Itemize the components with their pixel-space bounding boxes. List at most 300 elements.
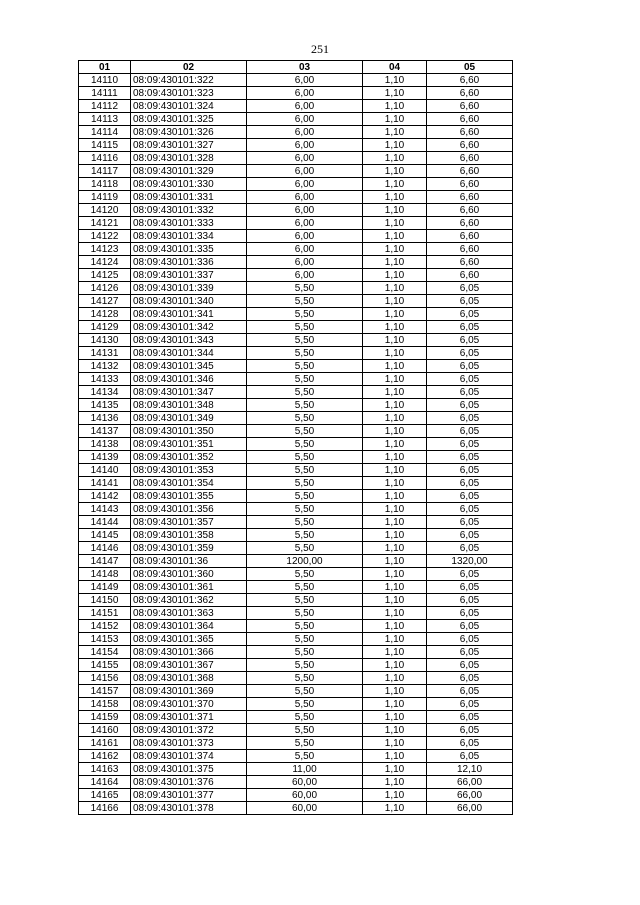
table-cell-01: 14144 [79, 516, 131, 529]
table-cell-02: 08:09:430101:332 [131, 204, 247, 217]
table-cell-02: 08:09:430101:323 [131, 87, 247, 100]
table-cell-05: 6,05 [427, 464, 513, 477]
table-cell-01: 14140 [79, 464, 131, 477]
table-cell-05: 6,05 [427, 620, 513, 633]
table-cell-03: 6,00 [247, 139, 363, 152]
table-cell-03: 5,50 [247, 360, 363, 373]
table-cell-01: 14142 [79, 490, 131, 503]
table-cell-02: 08:09:430101:329 [131, 165, 247, 178]
table-cell-03: 5,50 [247, 334, 363, 347]
table-cell-01: 14166 [79, 802, 131, 815]
table-cell-05: 6,60 [427, 243, 513, 256]
table-cell-01: 14126 [79, 282, 131, 295]
table-cell-05: 6,60 [427, 256, 513, 269]
table-cell-05: 6,05 [427, 646, 513, 659]
table-row [79, 789, 513, 802]
table-cell-05: 6,60 [427, 87, 513, 100]
table-cell-02: 08:09:430101:327 [131, 139, 247, 152]
table-cell-05: 6,60 [427, 165, 513, 178]
table-cell-03: 1200,00 [247, 555, 363, 568]
table-cell-05: 6,05 [427, 672, 513, 685]
table-cell-04: 1,10 [363, 529, 427, 542]
table-cell-01: 14121 [79, 217, 131, 230]
table-row [79, 503, 513, 516]
table-cell-02: 08:09:430101:345 [131, 360, 247, 373]
table-cell-02: 08:09:430101:364 [131, 620, 247, 633]
table-cell-04: 1,10 [363, 334, 427, 347]
table-cell-05: 6,60 [427, 100, 513, 113]
table-cell-04: 1,10 [363, 100, 427, 113]
table-row [79, 412, 513, 425]
table-cell-02: 08:09:430101:330 [131, 178, 247, 191]
table-cell-03: 6,00 [247, 113, 363, 126]
table-row [79, 464, 513, 477]
table-row [79, 386, 513, 399]
table-cell-03: 5,50 [247, 750, 363, 763]
table-cell-01: 14124 [79, 256, 131, 269]
table-cell-01: 14163 [79, 763, 131, 776]
table-cell-02: 08:09:430101:347 [131, 386, 247, 399]
table-row [79, 607, 513, 620]
table-cell-04: 1,10 [363, 295, 427, 308]
table-cell-01: 14136 [79, 412, 131, 425]
table-cell-02: 08:09:430101:374 [131, 750, 247, 763]
table-cell-04: 1,10 [363, 698, 427, 711]
table-cell-04: 1,10 [363, 737, 427, 750]
table-row [79, 581, 513, 594]
table-cell-02: 08:09:430101:326 [131, 126, 247, 139]
table-cell-05: 6,05 [427, 412, 513, 425]
table-cell-01: 14129 [79, 321, 131, 334]
table-cell-02: 08:09:430101:335 [131, 243, 247, 256]
table-cell-02: 08:09:430101:333 [131, 217, 247, 230]
table-cell-02: 08:09:430101:365 [131, 633, 247, 646]
table-row [79, 737, 513, 750]
table-cell-03: 6,00 [247, 191, 363, 204]
table-cell-03: 6,00 [247, 165, 363, 178]
table-cell-05: 12,10 [427, 763, 513, 776]
table-cell-05: 6,05 [427, 529, 513, 542]
table-cell-03: 6,00 [247, 243, 363, 256]
table-cell-03: 6,00 [247, 269, 363, 282]
table-cell-04: 1,10 [363, 750, 427, 763]
table-row [79, 763, 513, 776]
table-cell-02: 08:09:430101:339 [131, 282, 247, 295]
table-cell-02: 08:09:430101:331 [131, 191, 247, 204]
table-cell-05: 66,00 [427, 789, 513, 802]
table-cell-01: 14134 [79, 386, 131, 399]
table-cell-04: 1,10 [363, 607, 427, 620]
table-row [79, 191, 513, 204]
table-row [79, 295, 513, 308]
table-cell-04: 1,10 [363, 165, 427, 178]
table-cell-02: 08:09:430101:368 [131, 672, 247, 685]
table-cell-01: 14123 [79, 243, 131, 256]
table-cell-01: 14127 [79, 295, 131, 308]
header-row [79, 61, 513, 74]
table-cell-02: 08:09:430101:353 [131, 464, 247, 477]
table-cell-04: 1,10 [363, 321, 427, 334]
table-cell-03: 5,50 [247, 711, 363, 724]
table-cell-02: 08:09:430101:354 [131, 477, 247, 490]
table-cell-01: 14118 [79, 178, 131, 191]
table-row [79, 802, 513, 815]
table-cell-03: 5,50 [247, 620, 363, 633]
table-cell-04: 1,10 [363, 204, 427, 217]
table-cell-01: 14157 [79, 685, 131, 698]
table-cell-05: 6,05 [427, 724, 513, 737]
table-cell-02: 08:09:430101:350 [131, 425, 247, 438]
table-cell-05: 6,05 [427, 308, 513, 321]
table-cell-02: 08:09:430101:361 [131, 581, 247, 594]
table-cell-03: 5,50 [247, 659, 363, 672]
table-cell-05: 6,05 [427, 425, 513, 438]
column-header-03: 03 [247, 61, 363, 74]
table-row [79, 724, 513, 737]
table-cell-04: 1,10 [363, 438, 427, 451]
table-cell-01: 14112 [79, 100, 131, 113]
table-cell-04: 1,10 [363, 711, 427, 724]
table-cell-04: 1,10 [363, 217, 427, 230]
table-cell-03: 5,50 [247, 464, 363, 477]
table-cell-04: 1,10 [363, 477, 427, 490]
table-cell-05: 6,05 [427, 438, 513, 451]
table-cell-01: 14116 [79, 152, 131, 165]
table-cell-04: 1,10 [363, 113, 427, 126]
table-row [79, 347, 513, 360]
table-cell-03: 5,50 [247, 321, 363, 334]
table-cell-04: 1,10 [363, 425, 427, 438]
table-cell-04: 1,10 [363, 672, 427, 685]
table-cell-01: 14115 [79, 139, 131, 152]
table-row [79, 360, 513, 373]
table-cell-05: 6,05 [427, 295, 513, 308]
table-cell-04: 1,10 [363, 763, 427, 776]
table-cell-04: 1,10 [363, 269, 427, 282]
table-cell-05: 6,60 [427, 139, 513, 152]
table-cell-05: 6,60 [427, 126, 513, 139]
table-cell-01: 14133 [79, 373, 131, 386]
table-cell-01: 14155 [79, 659, 131, 672]
table-cell-03: 6,00 [247, 204, 363, 217]
table-cell-05: 6,60 [427, 217, 513, 230]
table-cell-01: 14145 [79, 529, 131, 542]
table-cell-02: 08:09:430101:341 [131, 308, 247, 321]
table-cell-01: 14135 [79, 399, 131, 412]
table-cell-03: 5,50 [247, 451, 363, 464]
table-row [79, 438, 513, 451]
table-cell-03: 5,50 [247, 698, 363, 711]
table-cell-01: 14154 [79, 646, 131, 659]
table-cell-05: 6,05 [427, 568, 513, 581]
table-cell-02: 08:09:430101:340 [131, 295, 247, 308]
table-cell-04: 1,10 [363, 74, 427, 87]
table-row [79, 685, 513, 698]
table-cell-05: 6,05 [427, 633, 513, 646]
table-cell-03: 60,00 [247, 789, 363, 802]
table-cell-02: 08:09:430101:371 [131, 711, 247, 724]
table-cell-02: 08:09:430101:324 [131, 100, 247, 113]
table-row [79, 269, 513, 282]
table-cell-03: 6,00 [247, 100, 363, 113]
table-cell-03: 60,00 [247, 776, 363, 789]
table-cell-03: 5,50 [247, 477, 363, 490]
table-cell-04: 1,10 [363, 87, 427, 100]
table-cell-03: 11,00 [247, 763, 363, 776]
table-cell-01: 14119 [79, 191, 131, 204]
table-cell-04: 1,10 [363, 620, 427, 633]
table-cell-03: 5,50 [247, 594, 363, 607]
table-cell-04: 1,10 [363, 373, 427, 386]
table-cell-01: 14141 [79, 477, 131, 490]
table-cell-04: 1,10 [363, 399, 427, 412]
table-cell-01: 14160 [79, 724, 131, 737]
table-cell-04: 1,10 [363, 360, 427, 373]
table-cell-03: 5,50 [247, 347, 363, 360]
table-cell-04: 1,10 [363, 308, 427, 321]
table-row [79, 321, 513, 334]
table-cell-05: 6,05 [427, 594, 513, 607]
page-number: 251 [311, 42, 329, 56]
table-cell-04: 1,10 [363, 464, 427, 477]
table-cell-03: 5,50 [247, 438, 363, 451]
table-cell-01: 14146 [79, 542, 131, 555]
table-cell-01: 14120 [79, 204, 131, 217]
table-cell-02: 08:09:430101:349 [131, 412, 247, 425]
table-cell-04: 1,10 [363, 724, 427, 737]
table-row [79, 776, 513, 789]
table-cell-01: 14143 [79, 503, 131, 516]
table-cell-05: 6,05 [427, 451, 513, 464]
table-cell-04: 1,10 [363, 386, 427, 399]
table-cell-04: 1,10 [363, 152, 427, 165]
table-cell-01: 14153 [79, 633, 131, 646]
table-row [79, 646, 513, 659]
table-cell-05: 6,60 [427, 191, 513, 204]
table-cell-03: 6,00 [247, 74, 363, 87]
table-cell-02: 08:09:430101:334 [131, 230, 247, 243]
table-cell-05: 6,05 [427, 490, 513, 503]
table-cell-05: 6,05 [427, 516, 513, 529]
table-cell-04: 1,10 [363, 685, 427, 698]
table-cell-05: 6,05 [427, 399, 513, 412]
table-cell-02: 08:09:430101:378 [131, 802, 247, 815]
table-cell-01: 14113 [79, 113, 131, 126]
table-row [79, 490, 513, 503]
table-cell-01: 14164 [79, 776, 131, 789]
table-cell-01: 14139 [79, 451, 131, 464]
table-cell-01: 14128 [79, 308, 131, 321]
table-cell-04: 1,10 [363, 243, 427, 256]
table-cell-01: 14130 [79, 334, 131, 347]
table-row [79, 74, 513, 87]
table-cell-05: 6,05 [427, 373, 513, 386]
table-row [79, 334, 513, 347]
table-cell-05: 66,00 [427, 802, 513, 815]
table-cell-05: 6,05 [427, 737, 513, 750]
table-cell-02: 08:09:430101:36 [131, 555, 247, 568]
table-cell-05: 6,60 [427, 178, 513, 191]
table-row [79, 711, 513, 724]
table-cell-02: 08:09:430101:366 [131, 646, 247, 659]
table-cell-05: 6,05 [427, 386, 513, 399]
table-cell-03: 5,50 [247, 516, 363, 529]
table-cell-05: 6,60 [427, 74, 513, 87]
table-cell-05: 6,05 [427, 360, 513, 373]
table-cell-01: 14150 [79, 594, 131, 607]
table-row [79, 152, 513, 165]
table-row [79, 529, 513, 542]
table-cell-05: 6,60 [427, 230, 513, 243]
table-row [79, 633, 513, 646]
table-row [79, 373, 513, 386]
table-cell-01: 14137 [79, 425, 131, 438]
table-cell-03: 5,50 [247, 633, 363, 646]
table-cell-04: 1,10 [363, 581, 427, 594]
table-cell-05: 6,60 [427, 204, 513, 217]
table-row [79, 178, 513, 191]
table-cell-03: 5,50 [247, 308, 363, 321]
table-cell-04: 1,10 [363, 191, 427, 204]
table-cell-05: 6,05 [427, 685, 513, 698]
table-cell-03: 5,50 [247, 737, 363, 750]
table-cell-04: 1,10 [363, 516, 427, 529]
table-body [79, 74, 513, 815]
table-row [79, 542, 513, 555]
column-header-01: 01 [79, 61, 131, 74]
table-cell-03: 5,50 [247, 399, 363, 412]
table-cell-03: 5,50 [247, 490, 363, 503]
table-cell-04: 1,10 [363, 139, 427, 152]
table-cell-04: 1,10 [363, 555, 427, 568]
table-cell-05: 6,05 [427, 282, 513, 295]
table-cell-01: 14152 [79, 620, 131, 633]
table-cell-01: 14156 [79, 672, 131, 685]
table-cell-05: 6,60 [427, 152, 513, 165]
table-cell-03: 5,50 [247, 581, 363, 594]
table-cell-02: 08:09:430101:346 [131, 373, 247, 386]
table-cell-02: 08:09:430101:360 [131, 568, 247, 581]
table-cell-05: 6,05 [427, 347, 513, 360]
table-cell-04: 1,10 [363, 256, 427, 269]
table-cell-02: 08:09:430101:348 [131, 399, 247, 412]
table-cell-02: 08:09:430101:325 [131, 113, 247, 126]
table-row [79, 204, 513, 217]
table-cell-04: 1,10 [363, 347, 427, 360]
table-cell-05: 6,05 [427, 477, 513, 490]
table-cell-03: 5,50 [247, 412, 363, 425]
table-row [79, 139, 513, 152]
table-cell-02: 08:09:430101:355 [131, 490, 247, 503]
table-cell-05: 6,05 [427, 503, 513, 516]
table-cell-02: 08:09:430101:362 [131, 594, 247, 607]
table-cell-02: 08:09:430101:376 [131, 776, 247, 789]
table-cell-04: 1,10 [363, 802, 427, 815]
table-cell-02: 08:09:430101:342 [131, 321, 247, 334]
table-row [79, 126, 513, 139]
table-row [79, 594, 513, 607]
table-cell-03: 5,50 [247, 529, 363, 542]
table-cell-03: 5,50 [247, 295, 363, 308]
table-cell-03: 60,00 [247, 802, 363, 815]
table-row [79, 555, 513, 568]
table-cell-02: 08:09:430101:375 [131, 763, 247, 776]
table-cell-05: 1320,00 [427, 555, 513, 568]
table-row [79, 568, 513, 581]
table-cell-02: 08:09:430101:372 [131, 724, 247, 737]
table-row [79, 230, 513, 243]
table-row [79, 620, 513, 633]
table-row [79, 308, 513, 321]
column-header-05: 05 [427, 61, 513, 74]
table-cell-02: 08:09:430101:322 [131, 74, 247, 87]
table-cell-03: 5,50 [247, 646, 363, 659]
column-header-02: 02 [131, 61, 247, 74]
table-row [79, 477, 513, 490]
table-cell-04: 1,10 [363, 178, 427, 191]
table-cell-04: 1,10 [363, 633, 427, 646]
table-cell-02: 08:09:430101:367 [131, 659, 247, 672]
table-row [79, 282, 513, 295]
table-cell-05: 6,05 [427, 698, 513, 711]
table-cell-04: 1,10 [363, 776, 427, 789]
table-cell-02: 08:09:430101:351 [131, 438, 247, 451]
table-cell-02: 08:09:430101:336 [131, 256, 247, 269]
table-cell-04: 1,10 [363, 451, 427, 464]
table-cell-01: 14122 [79, 230, 131, 243]
table-cell-03: 6,00 [247, 256, 363, 269]
table-cell-03: 5,50 [247, 282, 363, 295]
table-cell-02: 08:09:430101:363 [131, 607, 247, 620]
table-cell-04: 1,10 [363, 594, 427, 607]
table-cell-01: 14149 [79, 581, 131, 594]
table-cell-03: 5,50 [247, 568, 363, 581]
table-cell-05: 6,05 [427, 607, 513, 620]
table-cell-05: 6,60 [427, 113, 513, 126]
table-row [79, 659, 513, 672]
table-cell-01: 14138 [79, 438, 131, 451]
table-cell-01: 14162 [79, 750, 131, 763]
table-cell-01: 14111 [79, 87, 131, 100]
table-cell-02: 08:09:430101:369 [131, 685, 247, 698]
table-cell-03: 5,50 [247, 542, 363, 555]
table-cell-05: 6,05 [427, 750, 513, 763]
table-cell-04: 1,10 [363, 789, 427, 802]
table-cell-03: 5,50 [247, 425, 363, 438]
table-row [79, 165, 513, 178]
table-cell-03: 6,00 [247, 152, 363, 165]
table-cell-04: 1,10 [363, 542, 427, 555]
table-cell-05: 6,05 [427, 659, 513, 672]
table-row [79, 451, 513, 464]
table-cell-05: 6,05 [427, 711, 513, 724]
table-row [79, 256, 513, 269]
table-cell-01: 14114 [79, 126, 131, 139]
column-header-04: 04 [363, 61, 427, 74]
table-cell-01: 14132 [79, 360, 131, 373]
table-cell-01: 14147 [79, 555, 131, 568]
table-cell-05: 6,60 [427, 269, 513, 282]
table-row [79, 516, 513, 529]
table-cell-05: 6,05 [427, 581, 513, 594]
table-cell-02: 08:09:430101:328 [131, 152, 247, 165]
table-cell-03: 6,00 [247, 178, 363, 191]
table-cell-02: 08:09:430101:370 [131, 698, 247, 711]
table-cell-04: 1,10 [363, 412, 427, 425]
table-cell-04: 1,10 [363, 659, 427, 672]
table-cell-03: 5,50 [247, 503, 363, 516]
table-cell-04: 1,10 [363, 282, 427, 295]
